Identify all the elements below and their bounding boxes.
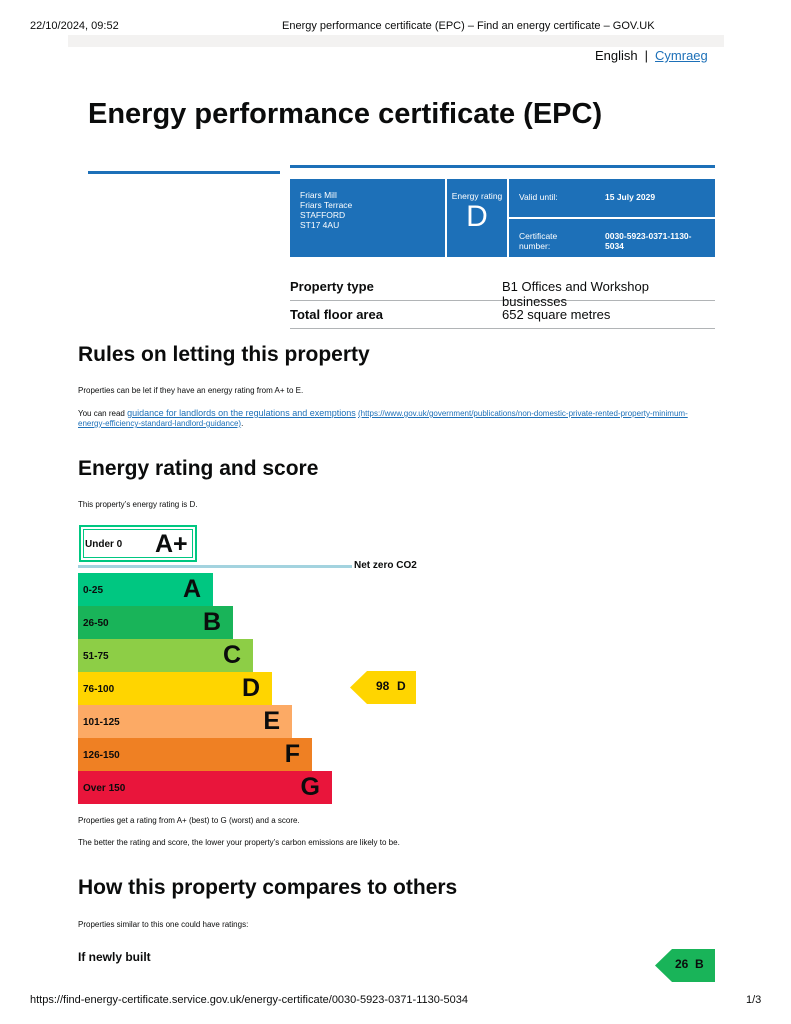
language-separator: | bbox=[644, 48, 649, 63]
newly-built-letter: B bbox=[695, 957, 704, 971]
rating-heading: Energy rating and score bbox=[78, 457, 319, 480]
valid-until-value: 15 July 2029 bbox=[605, 192, 656, 202]
newly-built-marker bbox=[655, 949, 715, 982]
rules-heading: Rules on letting this property bbox=[78, 343, 370, 366]
current-score: 98 bbox=[376, 679, 390, 693]
band-a bbox=[78, 573, 213, 606]
net-zero-line bbox=[78, 565, 352, 568]
page-title: Energy performance certificate (EPC) bbox=[88, 98, 603, 130]
language-switcher bbox=[595, 48, 708, 63]
address-line: Friars Mill bbox=[300, 190, 337, 200]
certificate-top-rule bbox=[290, 165, 715, 168]
band-aplus bbox=[79, 525, 197, 562]
band-letter: G bbox=[300, 773, 320, 801]
top-bar bbox=[68, 35, 724, 47]
band-range: 26-50 bbox=[83, 618, 109, 629]
band-letter: F bbox=[284, 740, 300, 768]
net-zero-label: Net zero CO2 bbox=[354, 560, 417, 571]
rules-para-2 bbox=[78, 408, 708, 429]
band-b bbox=[78, 606, 233, 639]
band-letter: C bbox=[222, 641, 241, 669]
energy-rating-label: Energy rating bbox=[451, 191, 503, 201]
print-title: Energy performance certificate (EPC) – Find an energy certificate – GOV.UK bbox=[282, 20, 655, 32]
compare-heading: How this property compares to others bbox=[78, 876, 458, 899]
band-range: 51-75 bbox=[83, 651, 109, 662]
certificate-summary-box bbox=[290, 179, 715, 257]
rules-para-1: Properties can be let if they have an energy rating from A+ to E. bbox=[78, 386, 304, 395]
compare-intro: Properties similar to this one could have ratings: bbox=[78, 920, 249, 929]
current-letter: D bbox=[397, 679, 406, 693]
certificate-number-value: 0030-5923-0371-1130-5034 bbox=[605, 231, 692, 251]
band-letter: A bbox=[182, 575, 201, 603]
band-range: 76-100 bbox=[83, 684, 115, 695]
band-range: Under 0 bbox=[85, 539, 123, 550]
band-d bbox=[78, 672, 272, 705]
band-range: 126-150 bbox=[83, 750, 120, 761]
landlord-guidance-url[interactable]: (https://www.gov.uk/government/publications/non-domestic-private-rented-property-minimum-energy-efficiency-standard-landlord-guidance) bbox=[78, 409, 688, 428]
rating-note-2: The better the rating and score, the lower your property’s carbon emissions are likely to be. bbox=[78, 838, 400, 847]
floor-area-value: 652 square metres bbox=[502, 307, 611, 322]
certificate-number-label: Certificate number: bbox=[519, 231, 558, 251]
band-letter: A+ bbox=[155, 530, 188, 558]
newly-built-score: 26 bbox=[675, 957, 689, 971]
band-letter: D bbox=[241, 674, 260, 702]
landlord-guidance-link[interactable]: guidance for landlords on the regulations and exemptions bbox=[127, 408, 356, 418]
divider bbox=[509, 217, 715, 219]
band-letter: E bbox=[263, 707, 280, 735]
energy-rating-value: D bbox=[466, 200, 488, 233]
band-range: Over 150 bbox=[83, 783, 126, 794]
property-address bbox=[300, 190, 352, 230]
rules-para-2-suffix: . bbox=[241, 419, 244, 428]
rating-note-1: Properties get a rating from A+ (best) to G (worst) and a score. bbox=[78, 816, 300, 825]
property-type-value: B1 Offices and Workshop businesses bbox=[502, 279, 649, 309]
print-page-number: 1/3 bbox=[746, 994, 762, 1006]
address-line: Friars Terrace bbox=[300, 200, 353, 210]
address-line: ST17 4AU bbox=[300, 220, 340, 230]
property-type-label: Property type bbox=[290, 279, 374, 294]
band-range: 101-125 bbox=[83, 717, 120, 728]
band-g bbox=[78, 771, 332, 804]
floor-area-label: Total floor area bbox=[290, 307, 383, 322]
rating-intro: This property’s energy rating is D. bbox=[78, 500, 198, 509]
address-line: STAFFORD bbox=[300, 210, 346, 220]
language-current: English bbox=[595, 48, 638, 63]
band-e bbox=[78, 705, 292, 738]
band-letter: B bbox=[202, 608, 221, 636]
band-range: 0-25 bbox=[83, 585, 104, 596]
newly-built-label: If newly built bbox=[78, 950, 151, 964]
valid-until-label: Valid until: bbox=[519, 192, 558, 202]
print-datetime: 22/10/2024, 09:52 bbox=[30, 20, 119, 32]
print-url: https://find-energy-certificate.service.gov.uk/energy-certificate/0030-5923-0371-1130-5034 bbox=[30, 994, 469, 1006]
language-link-cymraeg[interactable]: Cymraeg bbox=[655, 48, 708, 63]
band-f bbox=[78, 738, 312, 771]
current-rating-marker bbox=[350, 671, 416, 704]
property-type-row bbox=[290, 273, 715, 309]
title-underline bbox=[88, 171, 280, 174]
rules-para-2-prefix: You can read bbox=[78, 409, 128, 418]
floor-area-row bbox=[290, 301, 715, 329]
band-c bbox=[78, 639, 253, 672]
